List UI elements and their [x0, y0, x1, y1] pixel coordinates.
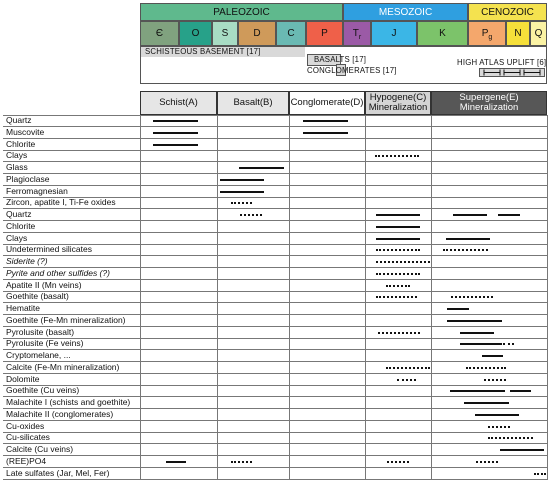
range-dotted: [378, 332, 420, 334]
mineral-label: Cu-silicates: [6, 432, 50, 443]
era-label: MESOZOIC: [378, 7, 433, 18]
col-header-label: Basalt(B): [233, 97, 273, 108]
range-dotted: [387, 461, 409, 463]
mineral-label: Ferromagnesian: [6, 185, 68, 196]
col-header-label: Hypogene(C) Mineralization: [368, 92, 428, 113]
period-label: N: [514, 28, 522, 39]
table-row: [3, 421, 547, 433]
period-cambrian: [140, 21, 179, 46]
col-divider: [289, 115, 290, 480]
basalts-label: BASALTS [17]: [314, 55, 367, 64]
period-cretaceous: [417, 21, 468, 46]
table-row: [3, 115, 547, 127]
mineral-label: Malachite II (conglomerates): [6, 408, 114, 419]
table-row: [3, 174, 547, 186]
col-header-supergene: [431, 91, 547, 115]
mineral-label: Pyrite and other sulfides (?): [6, 267, 110, 278]
mineral-label: Clays: [6, 150, 28, 161]
table-row: [3, 139, 547, 151]
range-bar: [460, 343, 502, 345]
period-label: J: [391, 28, 397, 39]
range-dotted: [231, 202, 252, 204]
range-dotted: [240, 214, 262, 216]
range-bar: [500, 449, 544, 451]
mineral-label: Zircon, apatite I, Ti-Fe oxides: [6, 197, 116, 208]
table-row: [3, 256, 547, 268]
period-devonian: [238, 21, 276, 46]
range-bar: [153, 144, 198, 146]
col-header-basalt: [217, 91, 289, 115]
mineral-label: Goethite (Cu veins): [6, 385, 80, 396]
range-dotted: [397, 379, 416, 381]
range-bar: [239, 167, 284, 169]
table-row: [3, 268, 547, 280]
era-label: PALEOZOIC: [213, 7, 270, 18]
range-dotted: [386, 285, 410, 287]
range-dotted: [451, 296, 493, 298]
range-bar: [447, 308, 469, 310]
range-dotted: [376, 261, 430, 263]
range-bar: [376, 214, 420, 216]
col-header-label: Supergene(E) Mineralization: [459, 92, 519, 113]
range-dotted: [534, 473, 546, 475]
range-bar: [303, 120, 348, 122]
table-row: [3, 221, 547, 233]
period-silurian: [212, 21, 238, 46]
mineral-label: Chlorite: [6, 138, 36, 149]
period-triassic: [343, 21, 371, 46]
period-subscript: r: [358, 34, 362, 41]
period-subscript: g: [488, 34, 493, 41]
range-dotted: [376, 249, 420, 251]
period-carboniferous: [276, 21, 306, 46]
range-bar: [447, 320, 502, 322]
mineral-label: Pyrolusite (basalt): [6, 326, 75, 337]
range-bar: [376, 238, 420, 240]
mineral-label: Apatite II (Mn veins): [6, 279, 82, 290]
table-row: [3, 444, 547, 456]
range-dotted: [386, 367, 430, 369]
table-row: [3, 127, 547, 139]
mineral-label: Chlorite: [6, 220, 36, 231]
range-bar: [450, 390, 505, 392]
mineral-label: Pyrolusite (Fe veins): [6, 338, 84, 349]
range-bar: [510, 390, 531, 392]
range-dotted: [466, 367, 506, 369]
col-header-label: Conglomerate(D): [290, 97, 364, 108]
mineral-label: Muscovite: [6, 126, 45, 137]
mineral-label: (REE)PO4: [6, 455, 47, 466]
table-row: [3, 197, 547, 209]
mineral-label: Quartz: [6, 115, 32, 125]
range-dotted: [488, 426, 510, 428]
range-dotted: [484, 379, 506, 381]
table-row: [3, 409, 547, 421]
schisteous-label: SCHISTEOUS BASEMENT [17]: [145, 47, 261, 56]
col-divider: [140, 115, 141, 480]
mineral-label: Plagioclase: [6, 173, 50, 184]
range-bar: [460, 332, 494, 334]
table-row: [3, 432, 547, 444]
range-bar: [303, 132, 348, 134]
range-dotted: [376, 296, 417, 298]
era-paleozoic: [140, 3, 343, 21]
table-row: [3, 456, 547, 468]
mineral-label: Goethite (Fe-Mn mineralization): [6, 314, 126, 325]
table-row: [3, 350, 547, 362]
table-row: [3, 280, 547, 292]
period-label: T: [352, 28, 359, 39]
range-bar: [376, 226, 420, 228]
period-label: K: [439, 28, 446, 39]
period-label: P: [321, 28, 328, 39]
col-header-conglomerate: [289, 91, 365, 115]
mineral-label: Malachite I (schists and goethite): [6, 397, 131, 407]
mineral-label: Quartz: [6, 209, 32, 219]
range-dotted: [231, 461, 252, 463]
table-row: [3, 468, 547, 480]
period-jurassic: [371, 21, 417, 46]
uplift-label: HIGH ATLAS UPLIFT [6]: [457, 58, 547, 67]
range-bar: [446, 238, 490, 240]
table-row: [3, 186, 547, 198]
mineral-label: Dolomite: [6, 373, 40, 384]
mineral-label: Undetermined silicates: [6, 244, 92, 255]
mineral-label: Hematite: [6, 303, 41, 313]
col-divider: [431, 115, 432, 480]
mineral-label: Calcite (Cu veins): [6, 444, 74, 454]
period-label: Є: [155, 28, 164, 39]
table-row: [3, 374, 547, 386]
col-header-hypogene: [365, 91, 431, 115]
mineral-label: Cryptomelane, ...: [6, 350, 71, 360]
uplift-arrows: [480, 69, 544, 76]
period-label: S: [221, 28, 229, 39]
col-header-label: Schist(A): [159, 97, 198, 108]
period-quaternary: [530, 21, 547, 46]
range-bar: [153, 132, 198, 134]
range-bar: [453, 214, 487, 216]
period-neogene: [506, 21, 530, 46]
range-bar: [464, 402, 509, 404]
period-label: P: [481, 28, 489, 39]
era-mesozoic: [343, 3, 468, 21]
range-bar: [220, 179, 264, 181]
range-bar: [482, 355, 503, 357]
range-dotted: [376, 273, 420, 275]
range-bar: [166, 461, 186, 463]
col-header-schist: [140, 91, 217, 115]
period-label: Q: [534, 28, 543, 39]
conglomerates-label: CONGLOMERATES [17]: [307, 66, 397, 75]
mineral-label: Late sulfates (Jar, Mel, Fer): [6, 467, 110, 478]
period-ordovician: [179, 21, 212, 46]
era-label: CENOZOIC: [481, 7, 534, 18]
era-cenozoic: [468, 3, 547, 21]
period-label: O: [191, 28, 200, 39]
table-row: [3, 150, 547, 162]
mineral-label: Goethite (basalt): [6, 291, 69, 302]
col-divider: [547, 115, 548, 480]
range-bar: [498, 214, 520, 216]
col-divider: [217, 115, 218, 480]
period-permian: [306, 21, 343, 46]
mineral-label: Glass: [6, 162, 28, 172]
period-label: C: [287, 28, 295, 39]
range-dotted: [443, 249, 488, 251]
mineral-label: Calcite (Fe-Mn mineralization): [6, 361, 120, 372]
range-bar: [475, 414, 519, 416]
period-paleogene: [468, 21, 506, 46]
mineral-label: Cu-oxides: [6, 420, 45, 431]
col-divider: [365, 115, 366, 480]
period-label: D: [253, 28, 261, 39]
range-dotted: [503, 343, 514, 345]
range-dotted: [488, 437, 533, 439]
range-bar: [153, 120, 198, 122]
range-dotted: [375, 155, 419, 157]
mineral-label: Clays: [6, 232, 28, 243]
range-bar: [220, 191, 264, 193]
range-dotted: [476, 461, 498, 463]
mineral-label: Siderite (?): [6, 256, 48, 266]
